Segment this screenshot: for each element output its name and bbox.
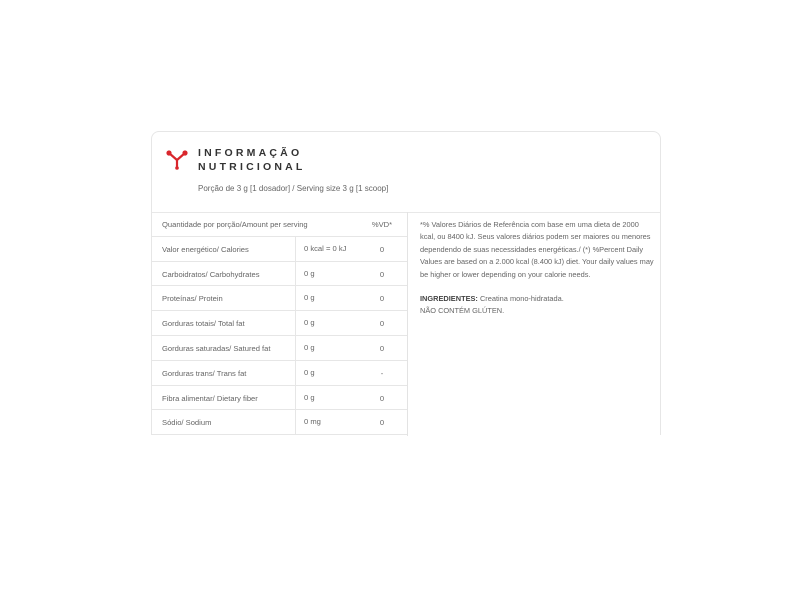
- title-line-1: INFORMAÇÃO: [198, 147, 303, 159]
- row-vd: 0: [379, 319, 385, 329]
- row-value: 0 g: [295, 386, 315, 410]
- row-vd: 0: [379, 244, 385, 254]
- nutrition-header: [152, 132, 660, 213]
- header-label: Quantidade por porção/Amount per serving: [162, 220, 308, 229]
- row-label: Proteínas/ Protein: [162, 294, 223, 304]
- row-vd: 0: [379, 393, 385, 403]
- row-label: Fibra alimentar/ Dietary fiber: [162, 393, 258, 403]
- row-vd: 0: [379, 418, 385, 428]
- table-row: [152, 286, 407, 311]
- row-vd: 0: [379, 269, 385, 279]
- row-vd: 0: [379, 343, 385, 353]
- table-header-row: [152, 212, 407, 237]
- serving-size: Porção de 3 g [1 dosador] / Serving size 3 g [1 scoop]: [198, 184, 389, 193]
- table-row: [152, 361, 407, 386]
- daily-values-note: *% Valores Diários de Referência com base em uma dieta de 2000 kcal, ou 8400 kJ. Seus valores diários podem ser maiores ou menores dependendo de suas necessidades energéticas./ (*) %Percent Daily Values are based on a 2.000 kcal (8.400 kJ) diet. Your daily values may be higher or lower depending on your calorie needs.: [420, 220, 654, 279]
- table-row: [152, 336, 407, 361]
- gluten-note: NÃO CONTÉM GLÚTEN.: [420, 306, 505, 316]
- row-label: Sódio/ Sodium: [162, 418, 212, 428]
- row-value: 0 g: [295, 311, 315, 335]
- nutrition-notes: [420, 219, 656, 318]
- row-value: 0 g: [295, 286, 315, 310]
- row-value: 0 g: [295, 361, 315, 385]
- table-row: [152, 386, 407, 411]
- ingredients-text: Creatina mono-hidratada.: [477, 294, 564, 304]
- row-value: 0 kcal = 0 kJ: [295, 237, 346, 261]
- ingredients-label: INGREDIENTES:: [420, 294, 478, 304]
- nutrition-table: [152, 212, 408, 436]
- ingredients-line: [420, 293, 656, 305]
- nutrition-card: [151, 131, 661, 435]
- row-label: Valor energético/ Calories: [162, 244, 249, 254]
- molecule-logo-icon: [166, 148, 188, 170]
- table-row: [152, 237, 407, 262]
- header-vd: %VD*: [371, 220, 393, 229]
- row-label: Gorduras saturadas/ Satured fat: [162, 343, 271, 353]
- row-label: Gorduras trans/ Trans fat: [162, 368, 247, 378]
- title-line-2: NUTRICIONAL: [198, 161, 306, 173]
- table-row: [152, 410, 407, 435]
- row-value: 0 g: [295, 336, 315, 360]
- row-label: Carboidratos/ Carbohydrates: [162, 269, 260, 279]
- row-value: 0 mg: [295, 410, 321, 434]
- table-row: [152, 262, 407, 287]
- row-value: 0 g: [295, 262, 315, 286]
- row-vd: -: [380, 368, 384, 378]
- section-title: [198, 146, 306, 174]
- row-vd: 0: [379, 294, 385, 304]
- table-row: [152, 311, 407, 336]
- row-label: Gorduras totais/ Total fat: [162, 319, 245, 329]
